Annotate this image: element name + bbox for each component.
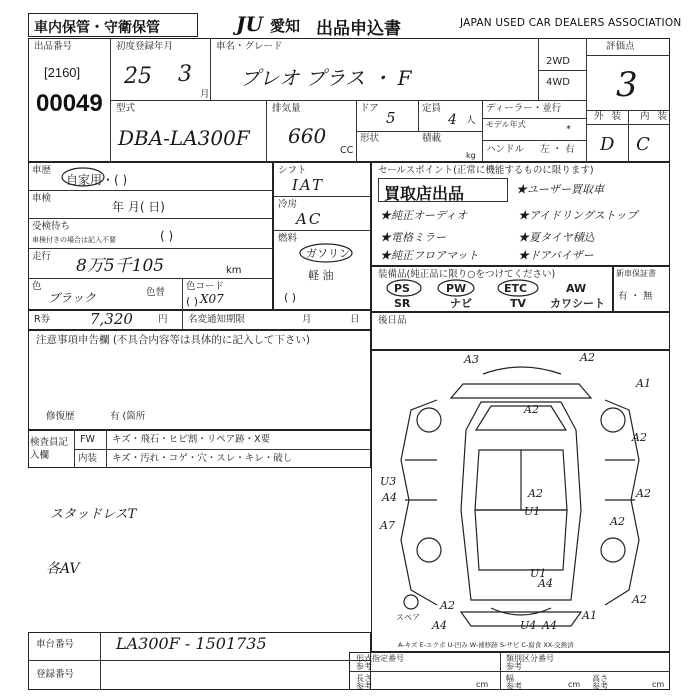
association-name: JAPAN USED CAR DEALERS ASSOCIATION: [460, 17, 682, 29]
selling-point-3: ★アイドリングストップ: [518, 209, 638, 222]
mark-trunk: U1: [530, 567, 547, 580]
spare-label: スペア: [396, 613, 420, 622]
later-items-block: [371, 312, 670, 350]
mark-right-door: A2: [632, 431, 647, 444]
inspector-label: 検査員記入欄: [30, 437, 69, 462]
fuel-diesel: 軽 油: [308, 269, 334, 282]
mark-right-quarter: A2: [610, 515, 625, 528]
damage-legend: A-キズ E-エクボ U-凹み W-補修跡 S-サビ C-腐食 XX-交換済: [398, 641, 574, 649]
recycle-unit: 円: [158, 314, 168, 325]
doors-label: ドア: [360, 103, 379, 114]
displacement-label: 排気量: [272, 103, 301, 114]
fuel-other: ( ): [284, 291, 297, 304]
equip-etc: ETC: [504, 282, 528, 295]
usage-value: 自家用・( ): [66, 173, 128, 187]
car-name-label: 車名・グレード: [216, 41, 283, 52]
color-value: ブラック: [48, 291, 96, 305]
selling-point-2: ★純正オーディオ: [380, 209, 468, 222]
mark-right-fender: A1: [636, 377, 651, 390]
buyback-label: 買取店出品: [384, 184, 465, 203]
inspection-label: 車検: [32, 193, 52, 204]
load-unit: kg: [466, 151, 476, 160]
height-ref: 参考: [592, 682, 608, 691]
drive-4wd: 4WD: [546, 77, 570, 88]
ac-label: 冷房: [278, 199, 298, 210]
selling-point-4: ★電格ミラー: [380, 231, 446, 244]
mark-hood: A2: [524, 403, 539, 416]
mark-right-rear: A2: [636, 487, 651, 500]
capacity-label: 定員: [422, 103, 442, 114]
score-value: 3: [616, 65, 638, 105]
class-number-label: 類別区分番号: [506, 654, 554, 663]
length-unit: cm: [476, 680, 489, 689]
color-code-value: X07: [200, 292, 224, 306]
mileage-label: 走行: [32, 251, 52, 262]
car-name-value: プレオ プラス ・ F: [240, 66, 412, 90]
chassis-value: LA300F - 1501735: [116, 634, 267, 653]
mark-rear-bumper-u: U4: [520, 619, 537, 632]
repair-label: 修復歴: [46, 411, 75, 422]
width-unit: cm: [568, 680, 581, 689]
mark-front-right: A2: [580, 351, 595, 364]
handwritten-note-1: スタッドレスT: [50, 507, 137, 522]
equipment-label: 装備品(純正品に限り○をつけてください): [378, 269, 556, 280]
storage-title: 車内保管・守衛保管: [34, 20, 160, 36]
recycle-label: R券: [34, 314, 51, 325]
test-drive-label: 受検待ち: [32, 221, 71, 232]
ac-value: AC: [296, 210, 323, 228]
lot-number: 00049: [36, 90, 103, 117]
test-drive-note: 車検付きの場合は記入不要: [32, 236, 116, 244]
mark-rear-left: A2: [440, 599, 455, 612]
displacement-value: 660: [288, 124, 327, 148]
length-label: 長さ: [356, 674, 372, 683]
ext-int-label: 外装 内装: [594, 111, 676, 122]
color-code-label: 色コード: [186, 281, 225, 292]
score-label: 評価点: [606, 41, 635, 52]
handle-options: 左 ・ 右: [540, 144, 575, 155]
test-drive-value: ( ): [160, 229, 174, 243]
fixed-number-ref: 参考: [356, 662, 372, 671]
usage-label: 車歴: [32, 165, 52, 176]
width-label: 幅: [506, 674, 514, 683]
inspector-row2-tag: 内装: [78, 453, 98, 464]
handle-label: ハンドル: [486, 144, 525, 155]
notes-label: 注意事項申告欄 (不具合内容等は具体的に記入して下さい): [36, 334, 311, 346]
color-change-label: 色替: [146, 287, 166, 298]
inspector-row1-tag: FW: [80, 434, 95, 445]
load-label: 積載: [422, 133, 442, 144]
mark-trunk-2: A4: [538, 577, 553, 590]
length-ref: 参考: [356, 682, 372, 691]
equip-aw: AW: [566, 282, 587, 295]
logo-place: 愛知: [270, 17, 301, 35]
fuel-gasoline: ガソリン: [306, 247, 350, 260]
height-unit: cm: [652, 680, 665, 689]
shift-label: シフト: [278, 165, 307, 176]
mark-rear-bumper-a: A4: [542, 619, 557, 632]
equip-pw: PW: [446, 282, 467, 295]
name-change-day: 日: [350, 314, 360, 325]
mark-left-door: A4: [382, 491, 397, 504]
height-label: 高さ: [592, 674, 608, 683]
fuel-label: 燃料: [278, 233, 298, 244]
equip-ps: PS: [394, 282, 410, 295]
doors-value: 5: [386, 109, 396, 127]
inspector-row2: キズ・汚れ・コゲ・穴・スレ・キレ・破し: [112, 453, 293, 464]
model-year-label: モデル年式: [486, 120, 526, 129]
equip-navi: ナビ: [450, 297, 472, 310]
capacity-value: 4: [448, 112, 457, 128]
mark-roof: A2: [528, 487, 543, 500]
fixed-number-label: 形式指定番号: [356, 654, 404, 663]
ext-int-value: D C: [600, 134, 650, 155]
width-ref: 参考: [506, 682, 522, 691]
form-title: 出品申込書: [316, 19, 401, 39]
color-label: 色: [32, 281, 42, 292]
handwritten-note-2: 各AV: [46, 561, 80, 577]
inspector-row1: キズ・飛石・ヒビ割・リペア跡・X要: [112, 434, 271, 445]
class-number-ref: 参考: [506, 662, 522, 671]
lot-sub-number: [2160]: [44, 65, 81, 80]
mark-left-rear: A7: [380, 519, 395, 532]
warranty-label: 新車保証書: [616, 269, 656, 278]
fuel-circle: [298, 242, 358, 264]
equip-tv: TV: [510, 297, 527, 310]
chassis-label: 車台番号: [36, 639, 75, 650]
name-change-month: 月: [302, 314, 312, 325]
equipment-circles: [384, 278, 564, 298]
shift-value: IAT: [292, 176, 324, 194]
registration-label: 登録番号: [36, 669, 75, 680]
mileage-unit: km: [226, 265, 242, 276]
equip-sr: SR: [394, 297, 411, 310]
selling-point-7: ★ドアバイザー: [518, 249, 594, 262]
car-damage-diagram: [371, 350, 670, 652]
later-items-label: 後日品: [378, 315, 407, 326]
color-code-paren: ( ): [186, 295, 199, 308]
first-reg-year: 25: [124, 64, 152, 89]
model-label: 型式: [116, 103, 136, 114]
recycle-value: 7,320: [90, 310, 133, 328]
capacity-unit: 人: [466, 115, 476, 126]
mark-left-front: U3: [380, 475, 397, 488]
selling-points-label: セールスポイント(正常に機能するものに限ります): [378, 165, 594, 176]
displacement-unit: CC: [340, 145, 354, 156]
first-reg-label: 初度登録年月: [116, 41, 174, 52]
mark-rear-right: A2: [632, 593, 647, 606]
selling-point-1: ★ユーザー買取車: [516, 183, 604, 196]
mark-front: A3: [464, 353, 479, 366]
model-year-asterisk: *: [566, 124, 571, 135]
drive-2wd: 2WD: [546, 56, 570, 67]
model-value: DBA-LA300F: [118, 126, 250, 150]
selling-point-6: ★純正フロアマット: [380, 249, 479, 262]
mileage-value: 8万5千105: [76, 256, 165, 276]
month-unit: 月: [200, 89, 210, 100]
selling-point-5: ★夏タイヤ積込: [518, 231, 595, 244]
dealer-label: ディーラー・並行: [486, 103, 562, 114]
repair-value: 有 (箇所: [110, 411, 146, 422]
warranty-value: 有 ・ 無: [618, 291, 653, 302]
lot-label: 出品番号: [34, 41, 73, 52]
equip-leather-seat: カワシート: [550, 297, 605, 310]
mark-roof-2: U1: [524, 505, 541, 518]
name-change-label: 名変通知期限: [188, 314, 246, 325]
mark-rear-bumper-left: A4: [432, 619, 447, 632]
shape-label: 形状: [360, 133, 380, 144]
inspection-value: 年 月( 日): [112, 200, 165, 214]
first-reg-month: 3: [178, 62, 192, 87]
usage-circle: [60, 166, 106, 188]
mark-rear-right-2: A1: [582, 609, 597, 622]
ju-logo: JU: [236, 12, 263, 36]
